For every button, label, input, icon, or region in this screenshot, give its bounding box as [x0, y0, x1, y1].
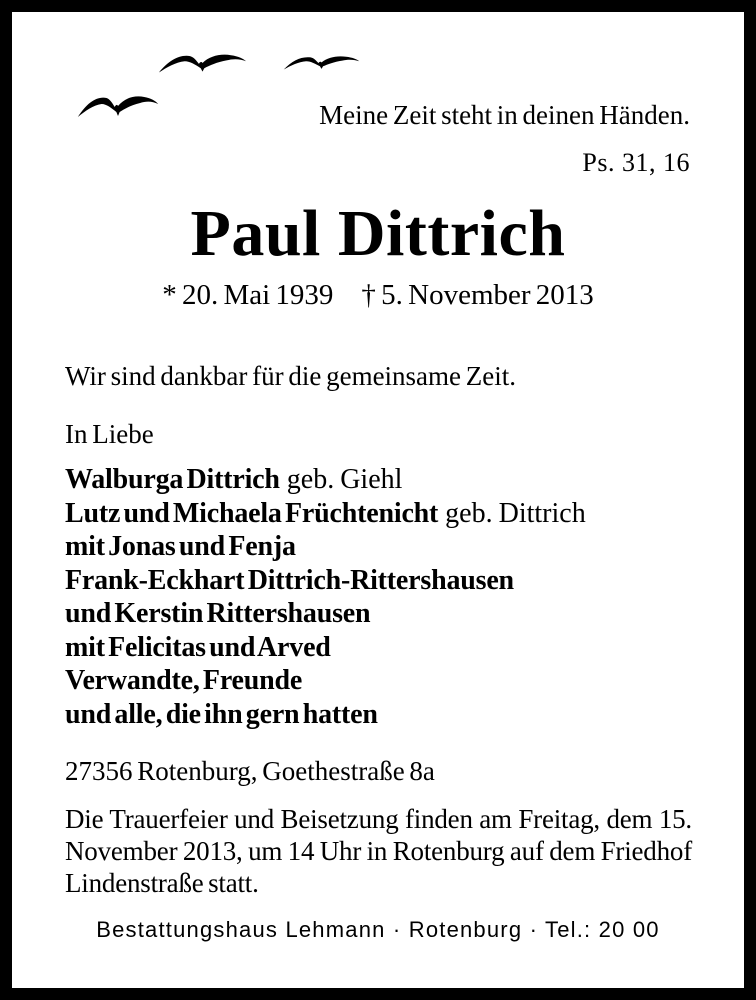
salutation-text: In Liebe	[65, 419, 154, 449]
mourner-suffix: geb. Dittrich	[445, 497, 586, 529]
mourner-name: und alle, die ihn gern hatten	[65, 698, 378, 730]
mourner-name: Walburga Dittrich	[65, 464, 280, 495]
death-date: † 5. November 2013	[361, 279, 594, 311]
mourner-name: Frank-Eckhart Dittrich-Rittershausen	[65, 564, 514, 596]
mourner-name: Lutz und Michaela Früchtenicht	[65, 497, 439, 529]
mourner-suffix: geb. Giehl	[286, 464, 403, 495]
mourner-name: mit Felicitas und Arved	[65, 631, 331, 663]
thanks-text: Wir sind dankbar für die gemeinsame Zeit.	[65, 361, 517, 391]
epigraph-text: Meine Zeit steht in deinen Händen.	[319, 100, 690, 130]
address-text: 27356 Rotenburg, Goethestraße 8a	[65, 756, 435, 786]
mourner-name: mit Jonas und Fenja	[65, 531, 296, 562]
mourner-line	[65, 564, 696, 598]
mourner-line	[65, 698, 696, 732]
epigraph-source: Ps. 31, 16	[582, 148, 690, 177]
mourner-line	[65, 463, 696, 497]
bird-icon	[283, 53, 360, 72]
deceased-name: Paul Dittrich	[190, 197, 566, 270]
mourner-name: Verwandte, Freunde	[65, 665, 303, 696]
funeral-details: Die Trauerfeier und Beisetzung finden am Freitag, dem 15. November 2013, um 14 Uhr in Rotenburg auf dem Friedhof Lindenstraße statt.	[65, 804, 692, 898]
mourner-line	[65, 597, 696, 631]
mourners-list	[65, 463, 696, 731]
mourner-line	[65, 631, 696, 665]
birth-date: * 20. Mai 1939	[162, 279, 334, 311]
life-dates	[0, 279, 756, 312]
mourner-line	[65, 664, 696, 698]
funeral-home-line: Bestattungshaus Lehmann · Rotenburg · Tel.: 20 00	[96, 917, 660, 942]
mourner-name: und Kerstin Rittershausen	[65, 598, 371, 629]
mourner-line	[65, 497, 696, 531]
mourner-line	[65, 530, 696, 564]
bird-icon	[158, 50, 247, 76]
bird-icon	[77, 91, 159, 121]
